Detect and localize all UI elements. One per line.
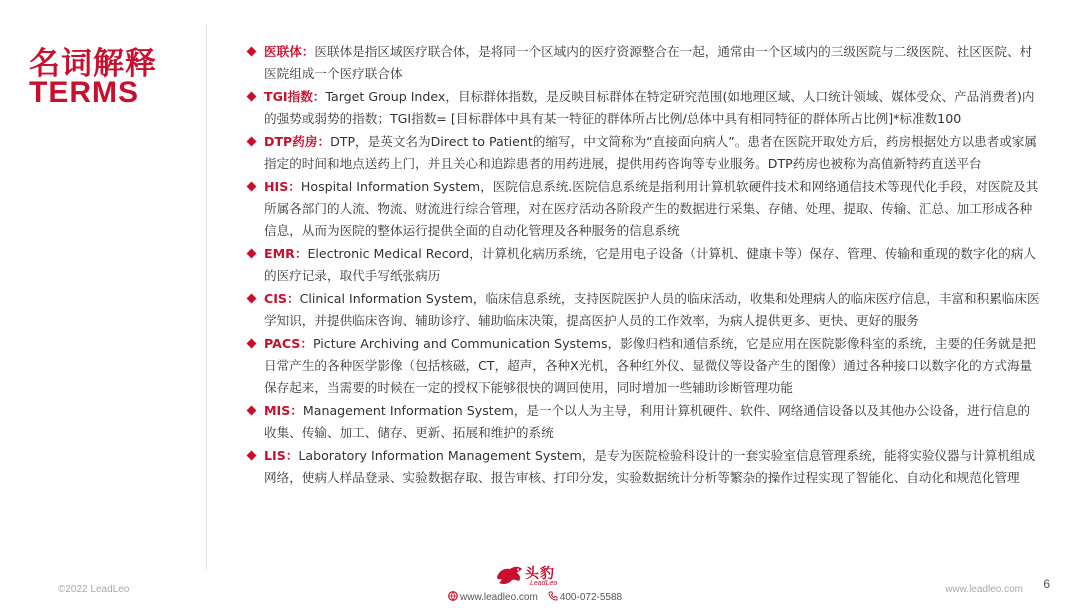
copyright-text: ©2022 LeadLeo [58, 584, 130, 595]
diamond-bullet-icon [247, 339, 257, 349]
term-item-cis [248, 288, 1040, 332]
logo-subtext: LeadLeo [530, 580, 558, 587]
term-label: EMR： [264, 246, 308, 261]
term-item-tgi [248, 86, 1040, 130]
leadleo-logo [495, 563, 585, 589]
page-subtitle: TERMS [29, 76, 139, 109]
term-description: Target Group Index，目标群体指数，是反映目标群体在特定研究范围(如地理区域、人口统计领域、媒体受众、产品消费者)内的强势或弱势的指数；TGI指数= [目标群体中具有某一特征的群体所占比例/总体中具有相同特征的群体所占比例]*标准数100 [264, 89, 1035, 126]
term-item-dtp [248, 131, 1040, 175]
term-item-his [248, 176, 1040, 242]
term-label: PACS： [264, 336, 313, 351]
term-label: LIS： [264, 448, 299, 463]
term-description: Picture Archiving and Communication Systems，影像归档和通信系统，它是应用在医院影像科室的系统，主要的任务就是把日常产生的各种医学影像（包括核磁，CT，超声，各种X光机，各种红外仪、显微仪等设备产生的图像）通过各种接口以数字化的方式海量保存起来，当需要的时候在一定的授权下能够很快的调回使用，同时增加一些辅助诊断管理功能 [264, 336, 1036, 395]
logo-wordmark: 头豹 [525, 566, 555, 582]
term-item-emr [248, 243, 1040, 287]
term-description: Laboratory Information Management System，是专为医院检验科设计的一套实验室信息管理系统，能将实验仪器与计算机组成网络，使病人样品登录、实验数据存取、报告审核、打印分发，实验数据统计分析等繁杂的操作过程实现了智能化、自动化和规范化管理 [264, 448, 1036, 485]
contact-phone: 400-072-5588 [559, 592, 623, 604]
contact-info [448, 591, 622, 604]
globe-icon [448, 591, 458, 604]
term-description: Electronic Medical Record，计算机化病历系统，它是用电子设备（计算机、健康卡等）保存、管理、传输和重现的数字化的病人的医疗记录，取代手写纸张病历 [264, 246, 1036, 283]
terms-list [248, 41, 1040, 490]
term-description: Hospital Information System，医院信息系统.医院信息系统是指利用计算机软硬件技术和网络通信技术等现代化手段，对医院及其所属各部门的人流、物流、财流进行综合管理，对在医疗活动各阶段产生的数据进行采集、存储、处理、提取、传输、汇总、加工形成各种信息，从而为医院的整体运行提供全面的自动化管理及各种服务的信息系统 [264, 179, 1039, 238]
page-title: 名词解释 [29, 46, 157, 82]
diamond-bullet-icon [247, 451, 257, 461]
term-label: MIS： [264, 403, 303, 418]
term-item-pacs [248, 333, 1040, 399]
term-item-mis [248, 400, 1040, 444]
diamond-bullet-icon [247, 92, 257, 102]
term-label: DTP药房： [264, 134, 331, 149]
diamond-bullet-icon [247, 47, 257, 57]
term-label: TGI指数： [264, 89, 326, 104]
page-number: 6 [1043, 577, 1050, 591]
term-item-lis [248, 445, 1040, 489]
term-item-yiliánti [248, 41, 1040, 85]
diamond-bullet-icon [247, 182, 257, 192]
footer-website[interactable]: www.leadleo.com [945, 584, 1023, 595]
leopard-logo-icon [495, 563, 525, 587]
term-description: 医联体是指区域医疗联合体，是将同一个区域内的医疗资源整合在一起，通常由一个区域内的三级医院与二级医院、社区医院、村医院组成一个医疗联合体 [264, 44, 1033, 81]
term-description: Management Information System，是一个以人为主导，利用计算机硬件、软件、网络通信设备以及其他办公设备，进行信息的收集、传输、加工、储存、更新、拓展和维护的系统 [264, 403, 1031, 440]
phone-icon [548, 591, 558, 604]
term-description: Clinical Information System，临床信息系统，支持医院医护人员的临床活动，收集和处理病人的临床医疗信息，丰富和积累临床医学知识，并提供临床咨询、辅助诊疗、辅助临床决策，提高医护人员的工作效率，为病人提供更多、更快、更好的服务 [264, 291, 1040, 328]
vertical-divider [206, 24, 207, 570]
term-description: DTP，是英文名为Direct to Patient的缩写，中文简称为“直接面向病人”。患者在医院开取处方后，药房根据处方以患者或家属指定的时间和地点送药上门，并且关心和追踪患者的用药进展，提供用药咨询等专业服务。DTP药房也被称为高值新特药直送平台 [264, 134, 1038, 171]
diamond-bullet-icon [247, 137, 257, 147]
diamond-bullet-icon [247, 294, 257, 304]
term-label: HIS： [264, 179, 301, 194]
diamond-bullet-icon [247, 249, 257, 259]
contact-website[interactable]: www.leadleo.com [460, 592, 538, 604]
diamond-bullet-icon [247, 406, 257, 416]
term-label: 医联体： [264, 44, 315, 59]
term-label: CIS： [264, 291, 300, 306]
